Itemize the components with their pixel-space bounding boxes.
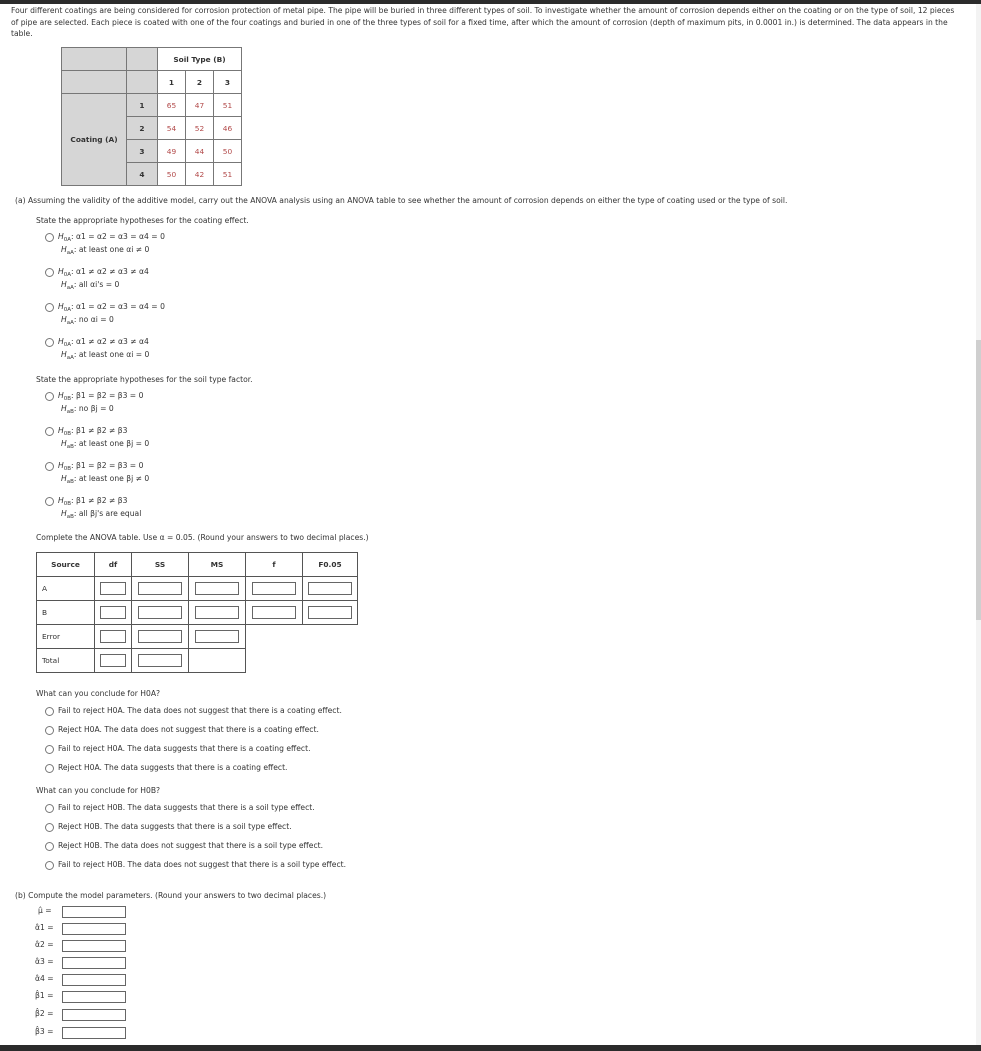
conclude-b-option-1[interactable]: Fail to reject H0B. The data suggests that there is a soil type effect. (45, 803, 315, 813)
conclude-a-option-4[interactable]: Reject H0A. The data suggests that there is a coating effect. (45, 763, 287, 773)
radio-button[interactable] (45, 268, 54, 277)
ms-input[interactable] (195, 606, 239, 619)
param-label: β̂1 = (35, 991, 54, 1000)
soil-type-header: Soil Type (B) (158, 48, 242, 71)
ss-input[interactable] (138, 630, 182, 643)
data-cell: 50 (214, 140, 242, 163)
coating-label: Coating (A) (62, 94, 127, 186)
anova-row-label: Total (37, 649, 95, 673)
anova-header: MS (189, 553, 246, 577)
param-label: μ̂ = (38, 906, 52, 915)
bottom-bar (0, 1045, 981, 1051)
radio-button[interactable] (45, 745, 54, 754)
anova-header: SS (132, 553, 189, 577)
f-critical-input[interactable] (308, 606, 352, 619)
scrollbar-thumb[interactable] (976, 340, 981, 620)
coating-row-label: 2 (127, 117, 158, 140)
anova-row-label: B (37, 601, 95, 625)
soil-col: 1 (158, 71, 186, 94)
radio-button[interactable] (45, 233, 54, 242)
param-label: β̂2 = (35, 1009, 54, 1018)
param-label: α̂4 = (35, 974, 54, 983)
coating-option-3[interactable]: $H_{0A}$: α1 = α2 = α3 = α4 = 0 $H_{aA}$: no αi = 0 (45, 302, 165, 328)
f-critical-input[interactable] (308, 582, 352, 595)
coating-row-label: 1 (127, 94, 158, 117)
anova-header: Source (37, 553, 95, 577)
radio-button[interactable] (45, 462, 54, 471)
alpha1-hat-input[interactable] (62, 923, 126, 935)
conclude-a-option-2[interactable]: Reject H0A. The data does not suggest that there is a coating effect. (45, 725, 319, 735)
f-input[interactable] (252, 582, 296, 595)
anova-header: f (246, 553, 303, 577)
param-label: α̂3 = (35, 957, 54, 966)
anova-row-label: A (37, 577, 95, 601)
data-cell: 46 (214, 117, 242, 140)
radio-button[interactable] (45, 303, 54, 312)
data-cell: 49 (158, 140, 186, 163)
alpha3-hat-input[interactable] (62, 957, 126, 969)
param-label: α̂1 = (35, 923, 54, 932)
radio-button[interactable] (45, 842, 54, 851)
soil-option-4[interactable]: $H_{0B}$: β1 ≠ β2 ≠ β3 $H_{aB}$: all βj's are equal (45, 496, 141, 522)
beta1-hat-input[interactable] (62, 991, 126, 1003)
alpha4-hat-input[interactable] (62, 974, 126, 986)
radio-button[interactable] (45, 392, 54, 401)
conclude-a-option-1[interactable]: Fail to reject H0A. The data does not suggest that there is a coating effect. (45, 706, 342, 716)
data-cell: 51 (214, 163, 242, 186)
data-cell: 42 (186, 163, 214, 186)
df-input[interactable] (100, 630, 126, 643)
ms-input[interactable] (195, 582, 239, 595)
data-cell: 65 (158, 94, 186, 117)
anova-table (36, 552, 358, 673)
radio-button[interactable] (45, 861, 54, 870)
radio-button[interactable] (45, 804, 54, 813)
data-cell: 52 (186, 117, 214, 140)
problem-intro: Four different coatings are being considered for corrosion protection of metal pipe. The pipe will be buried in three different types of soil. To investigate whether the amount of corrosion depends either on the coating or on the type of soil, 12 pieces of pipe are selected. Each piece is coated with one of the four coatings and buried in one of the three types of soil for a fixed time, after which the amount of corrosion (depth of maximum pits, in 0.0001 in.) is determined. The data appears in the table. (11, 6, 955, 38)
mu-hat-input[interactable] (62, 906, 126, 918)
data-cell: 51 (214, 94, 242, 117)
data-cell: 44 (186, 140, 214, 163)
corrosion-data-table (61, 47, 242, 186)
soil-option-1[interactable]: $H_{0B}$: β1 = β2 = β3 = 0 $H_{aB}$: no βj = 0 (45, 391, 143, 417)
anova-row-label: Error (37, 625, 95, 649)
df-input[interactable] (100, 582, 126, 595)
part-a-prompt: (a) Assuming the validity of the additive model, carry out the ANOVA analysis using an ANOVA table to see whether the amount of corrosion depends on either the type of coating used or the type of soil. (15, 196, 788, 205)
coating-hyp-prompt: State the appropriate hypotheses for the coating effect. (36, 216, 249, 225)
conclude-b-option-2[interactable]: Reject H0B. The data suggests that there is a soil type effect. (45, 822, 292, 832)
data-cell: 47 (186, 94, 214, 117)
top-bar (0, 0, 981, 4)
param-label: β̂3 = (35, 1027, 54, 1036)
alpha2-hat-input[interactable] (62, 940, 126, 952)
conclude-b-option-3[interactable]: Reject H0B. The data does not suggest that there is a soil type effect. (45, 841, 323, 851)
soil-hyp-prompt: State the appropriate hypotheses for the soil type factor. (36, 375, 253, 384)
radio-button[interactable] (45, 764, 54, 773)
coating-option-1[interactable]: $H_{0A}$: α1 = α2 = α3 = α4 = 0 $H_{aA}$: at least one αi ≠ 0 (45, 232, 165, 258)
coating-option-2[interactable]: $H_{0A}$: α1 ≠ α2 ≠ α3 ≠ α4 $H_{aA}$: all αi's = 0 (45, 267, 149, 293)
param-label: α̂2 = (35, 940, 54, 949)
radio-button[interactable] (45, 823, 54, 832)
conclude-b-prompt: What can you conclude for H0B? (36, 786, 161, 795)
conclude-a-prompt: What can you conclude for H0A? (36, 689, 161, 698)
coating-row-label: 3 (127, 140, 158, 163)
soil-option-2[interactable]: $H_{0B}$: β1 ≠ β2 ≠ β3 $H_{aB}$: at least one βj = 0 (45, 426, 149, 452)
beta2-hat-input[interactable] (62, 1009, 126, 1021)
ss-input[interactable] (138, 606, 182, 619)
ss-input[interactable] (138, 582, 182, 595)
coating-row-label: 4 (127, 163, 158, 186)
df-input[interactable] (100, 654, 126, 667)
df-input[interactable] (100, 606, 126, 619)
anova-prompt: Complete the ANOVA table. Use α = 0.05. (Round your answers to two decimal places.) (36, 533, 369, 542)
data-cell: 54 (158, 117, 186, 140)
ms-input[interactable] (195, 630, 239, 643)
conclude-b-option-4[interactable]: Fail to reject H0B. The data does not suggest that there is a soil type effect. (45, 860, 346, 870)
radio-button[interactable] (45, 726, 54, 735)
soil-option-3[interactable]: $H_{0B}$: β1 = β2 = β3 = 0 $H_{aB}$: at least one βj ≠ 0 (45, 461, 149, 487)
ss-input[interactable] (138, 654, 182, 667)
radio-button[interactable] (45, 427, 54, 436)
soil-col: 2 (186, 71, 214, 94)
conclude-a-option-3[interactable]: Fail to reject H0A. The data suggests that there is a coating effect. (45, 744, 310, 754)
coating-option-4[interactable]: $H_{0A}$: α1 ≠ α2 ≠ α3 ≠ α4 $H_{aA}$: at least one αi = 0 (45, 337, 149, 363)
radio-button[interactable] (45, 497, 54, 506)
radio-button[interactable] (45, 707, 54, 716)
anova-header: df (95, 553, 132, 577)
f-input[interactable] (252, 606, 296, 619)
anova-header: F0.05 (303, 553, 358, 577)
data-cell: 50 (158, 163, 186, 186)
radio-button[interactable] (45, 338, 54, 347)
part-b-prompt: (b) Compute the model parameters. (Round your answers to two decimal places.) (15, 891, 327, 900)
beta3-hat-input[interactable] (62, 1027, 126, 1039)
soil-col: 3 (214, 71, 242, 94)
